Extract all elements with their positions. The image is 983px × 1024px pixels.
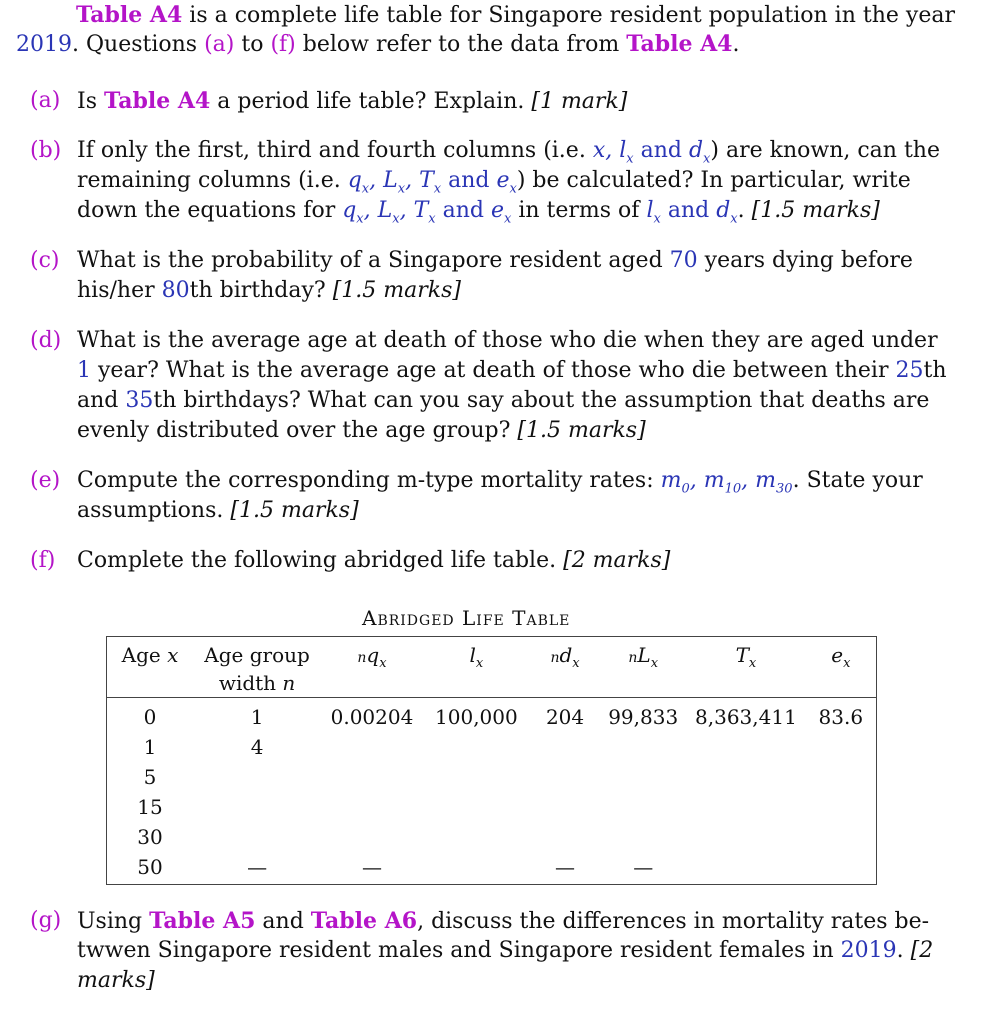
- cell-lx: [423, 852, 530, 885]
- cell-lx: [423, 732, 530, 762]
- cell-age: 0: [143, 705, 157, 729]
- cell-Tx: [686, 762, 805, 792]
- cell-nqx: [321, 822, 423, 852]
- intro-line-2: 2019. Questions (a) to (f) below refer to the data from Table A4.: [16, 31, 740, 57]
- table-row: [107, 762, 877, 792]
- cell-nLx: [600, 732, 686, 762]
- header-ex: $e_x$: [806, 637, 877, 698]
- question-d-marks: [1.5 marks]: [517, 418, 646, 443]
- cell-age: 15: [137, 795, 163, 819]
- cell-ndx: [530, 822, 600, 852]
- question-g-line-3: [77, 966, 155, 996]
- cell-ndx: [530, 732, 600, 762]
- cell-nqx: 0.00204: [330, 705, 414, 729]
- question-e-marks: [1.5 marks]: [230, 498, 359, 523]
- question-b-label: (b): [30, 138, 62, 163]
- cell-width: [193, 822, 321, 852]
- cell-ndx: —: [555, 855, 576, 879]
- header-width: Age group width n: [193, 637, 321, 698]
- question-f-label: (f): [30, 548, 56, 573]
- header-ndx: $nd_x$: [530, 637, 600, 698]
- question-g-table-ref-a6[interactable]: Table A6: [310, 908, 418, 934]
- cell-width: [193, 762, 321, 792]
- intro-line-1: Table A4 is a complete life table for Singapore resident population in the year: [76, 2, 955, 28]
- question-b-line-3: down the equations for $q_x$, $L_x$, $T_x$ and $e_x$ in terms of $l_x$ and $d_x$. [1.5 marks]: [77, 198, 880, 227]
- intro-table-ref-2[interactable]: Table A4: [626, 31, 733, 57]
- question-c-label: (c): [30, 248, 60, 273]
- cell-nLx: [600, 792, 686, 822]
- question-a: Is Table A4 a period life table? Explain. [1 mark]: [77, 88, 628, 114]
- question-e-line-1: Compute the corresponding m-type mortality rates: $m_0$, $m_{10}$, $m_{30}$. State your: [77, 468, 923, 497]
- cell-age: 50: [137, 855, 163, 879]
- question-g-line-1: Using Table A5 and Table A6, discuss the differences in mortality rates be-: [77, 908, 930, 934]
- cell-nLx: —: [633, 855, 654, 879]
- question-d-line-4: evenly distributed over the age group? [1.5 marks]: [77, 418, 646, 443]
- abridged-life-table: [106, 636, 877, 885]
- question-e-line-2: assumptions. [1.5 marks]: [77, 498, 359, 523]
- cell-lx: 100,000: [435, 705, 518, 729]
- question-g-line-2: twwen Singapore resident males and Singapore resident females in 2019. [2: [77, 938, 934, 963]
- cell-nqx: [321, 732, 423, 762]
- cell-ndx: 204: [545, 705, 585, 729]
- table-row: [107, 698, 877, 733]
- cell-width: —: [247, 855, 268, 879]
- cell-Tx: 8,363,411: [695, 705, 797, 729]
- table-row: [107, 732, 877, 762]
- cell-age: 1: [143, 735, 157, 759]
- cell-ex: [806, 792, 877, 822]
- table-body: [107, 698, 877, 885]
- cell-nqx: [321, 792, 423, 822]
- question-d-line-1: What is the average age at death of those who die when they are aged under: [77, 328, 938, 353]
- cell-ndx: [530, 792, 600, 822]
- question-g-table-ref-a5[interactable]: Table A5: [149, 908, 256, 934]
- table-row: [107, 822, 877, 852]
- table-row: [107, 792, 877, 822]
- question-a-table-ref[interactable]: Table A4: [103, 88, 211, 114]
- cell-ex: 83.6: [818, 705, 864, 729]
- cell-nLx: [600, 822, 686, 852]
- cell-lx: [423, 762, 530, 792]
- cell-nLx: [600, 762, 686, 792]
- question-c-line-1: What is the probability of a Singapore resident aged 70 years dying before: [77, 248, 913, 273]
- question-f-marks: [2 marks]: [563, 548, 671, 573]
- table-caption: Abridged Life Table: [362, 606, 571, 630]
- question-c-marks: [1.5 marks]: [332, 278, 461, 303]
- cell-Tx: [686, 732, 805, 762]
- cell-ex: [806, 762, 877, 792]
- cell-age: 5: [143, 765, 157, 789]
- cell-Tx: [686, 852, 805, 885]
- question-f: Complete the following abridged life table. [2 marks]: [77, 548, 671, 573]
- cell-lx: [423, 822, 530, 852]
- question-d-line-2: 1 year? What is the average age at death of those who die between their 25th: [77, 358, 947, 383]
- question-b-line-1: If only the first, third and fourth columns (i.e. x, $l_x$ and $d_x$) are known, can the: [77, 138, 940, 167]
- cell-ex: [806, 822, 877, 852]
- question-d-line-3: and 35th birthdays? What can you say about the assumption that deaths are: [77, 388, 930, 413]
- cell-nqx: [321, 762, 423, 792]
- cell-ndx: [530, 762, 600, 792]
- question-c-line-2: his/her 80th birthday? [1.5 marks]: [77, 278, 461, 303]
- question-g-label: (g): [30, 908, 62, 933]
- question-b-line-2: remaining columns (i.e. $q_x$, $L_x$, $T_x$ and $e_x$) be calculated? In particular, write: [77, 168, 911, 197]
- cell-width: 4: [250, 735, 264, 759]
- question-a-marks: [1 mark]: [531, 89, 628, 114]
- question-e-label: (e): [30, 468, 61, 493]
- table-row: [107, 852, 877, 885]
- question-a-label: (a): [30, 88, 61, 113]
- cell-nqx: —: [361, 855, 382, 879]
- header-nLx: $nL_x$: [600, 637, 686, 698]
- header-nqx: $nq_x$: [321, 637, 423, 698]
- cell-lx: [423, 792, 530, 822]
- cell-Tx: [686, 792, 805, 822]
- cell-Tx: [686, 822, 805, 852]
- header-age: Age x: [107, 637, 194, 698]
- cell-age: 30: [137, 825, 163, 849]
- cell-ex: [806, 732, 877, 762]
- question-b-marks: [1.5 marks]: [751, 198, 880, 223]
- cell-nLx: 99,833: [608, 705, 679, 729]
- header-lx: $l_x$: [423, 637, 530, 698]
- header-Tx: $T_x$: [686, 637, 805, 698]
- question-d-label: (d): [30, 328, 62, 353]
- table-header-row: [107, 637, 877, 698]
- cell-width: [193, 792, 321, 822]
- question-g-marks: marks]: [77, 968, 155, 993]
- cell-width: 1: [250, 705, 264, 729]
- intro-table-ref[interactable]: Table A4: [76, 2, 183, 28]
- cell-ex: [806, 852, 877, 885]
